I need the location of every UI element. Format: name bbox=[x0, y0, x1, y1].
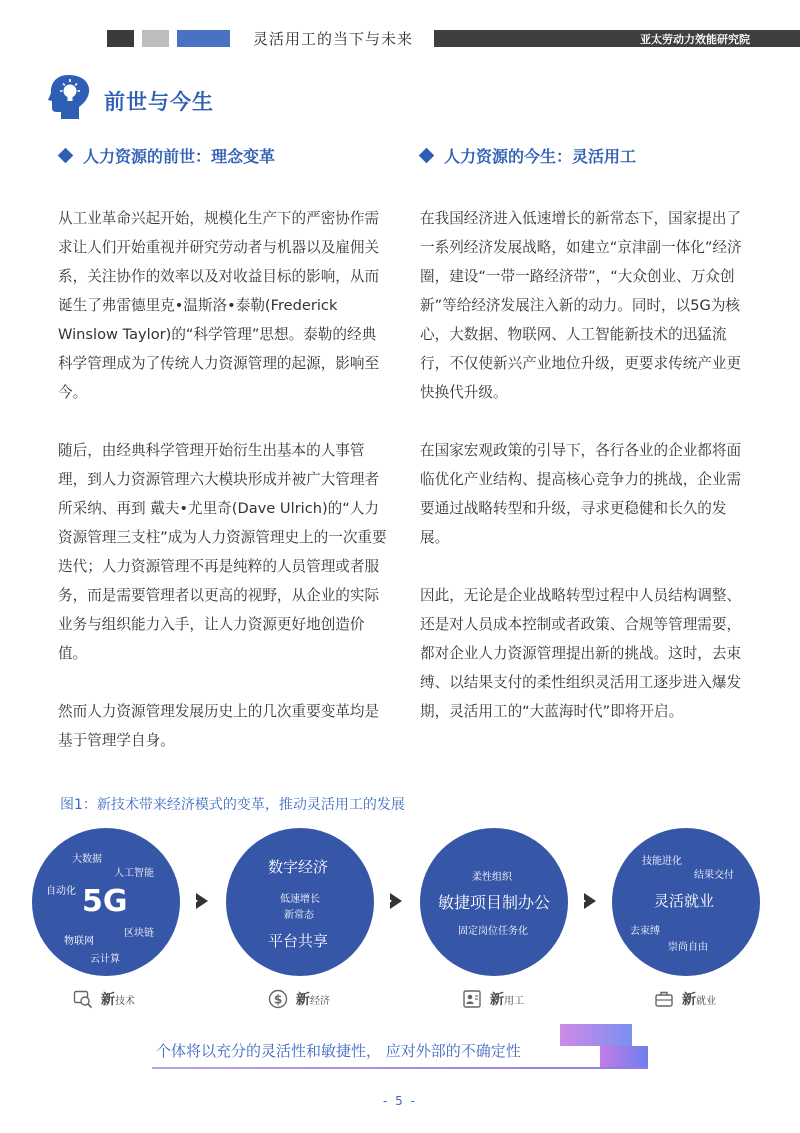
circle-term: 技能进化 bbox=[642, 856, 682, 867]
header-block-dark bbox=[107, 30, 134, 47]
label-new-economy bbox=[268, 988, 330, 1010]
tech-search-icon bbox=[73, 989, 93, 1009]
circle-new-technology bbox=[32, 828, 180, 976]
paragraph: 因此，无论是企业战略转型过程中人员结构调整、还是对人员成本控制或者政策、合规等管理需要，都对企业人力资源管理提出新的挑战。这时，去束缚、以结果支付的柔性组织灵活用工逐步进入爆发期，灵活用工的“大蓝海时代”即将开启。 bbox=[420, 587, 742, 720]
diamond-bullet-icon bbox=[419, 148, 435, 164]
left-heading bbox=[60, 144, 275, 167]
briefcase-icon bbox=[654, 989, 674, 1009]
paragraph: 在我国经济进入低速增长的新常态下，国家提出了一系列经济发展战略，如建立“京津副一体化”经济圈，建设“一带一路经济带”，“大众创业、万众创新”等给经济发展注入新的动力。同时，以5G为核心，大数据、物联网、人工智能新技术的迅猛流行，不仅使新兴产业地位升级，更要求传统产业更快换代升级。 bbox=[420, 210, 742, 401]
right-column bbox=[420, 204, 750, 755]
paragraph: 随后，由经典科学管理开始衍生出基本的人事管理，到人力资源管理六大模块形成并被广大管理者所采纳、再到 戴夫•尤里奇(Dave Ulrich)的“人力资源管理三支柱”成为人力资源管理史上的一次重要迭代；人力资源管理不再是纯粹的人员管理或者服务，而是需要管理者以更高的视野，从企业的实际业务与组织能力入手，让人力资源更好地创造价值。 bbox=[58, 442, 387, 662]
circle-term: 低速增长 bbox=[280, 894, 320, 905]
circle-main: 5G bbox=[82, 884, 128, 919]
arrow-icon bbox=[196, 893, 208, 909]
left-heading-text: 人力资源的前世：理念变革 bbox=[83, 147, 276, 166]
paragraph: 然而人力资源管理发展历史上的几次重要变革均是基于管理学自身。 bbox=[58, 703, 380, 749]
left-column bbox=[58, 204, 388, 784]
circle-term: 物联网 bbox=[64, 936, 94, 947]
label-big: 新 bbox=[490, 992, 504, 1008]
banner-text: 个体将以充分的灵活性和敏捷性， 应对外部的不确定性 bbox=[156, 1042, 521, 1060]
id-card-icon bbox=[462, 989, 482, 1009]
circle-term: 自动化 bbox=[46, 886, 76, 897]
organization-name: 亚太劳动力效能研究院 bbox=[640, 33, 750, 46]
circle-term: 平台共享 bbox=[268, 932, 329, 950]
paragraph: 从工业革命兴起开始，规模化生产下的严密协作需求让人们开始重视并研究劳动者与机器以及雇佣关系，关注协作的效率以及对收益目标的影响，从而诞生了弗雷德里克•温斯洛•泰勒(Frederick Winslow Taylor)的“科学管理”思想。泰勒的经典科学管理成为了传统人力资源管理的起源，影响至今。 bbox=[58, 210, 380, 401]
circle-term: 崇尚自由 bbox=[668, 942, 708, 953]
circle-term: 大数据 bbox=[72, 854, 102, 865]
banner-gradient bbox=[560, 1024, 632, 1046]
circle-new-employment-mode bbox=[420, 828, 568, 976]
figure-caption: 图1：新技术带来经济模式的变革，推动灵活用工的发展 bbox=[60, 797, 405, 813]
currency-coin-icon bbox=[268, 989, 288, 1009]
circle-term: 人工智能 bbox=[114, 868, 154, 879]
circle-term: 区块链 bbox=[124, 928, 154, 939]
label-big: 新 bbox=[682, 992, 696, 1008]
label-new-employment bbox=[462, 988, 524, 1010]
header-block-gray bbox=[142, 30, 169, 47]
circle-main: 灵活就业 bbox=[654, 892, 715, 910]
circle-main: 数字经济 bbox=[268, 858, 329, 876]
header-block-blue bbox=[177, 30, 230, 47]
label-small: 经济 bbox=[310, 995, 330, 1007]
right-heading-text: 人力资源的今生：灵活用工 bbox=[444, 147, 637, 166]
circle-term: 柔性组织 bbox=[472, 872, 512, 883]
right-heading bbox=[421, 144, 636, 167]
circle-term: 结果交付 bbox=[694, 870, 734, 881]
label-small: 用工 bbox=[504, 995, 524, 1007]
banner-gradient bbox=[600, 1046, 648, 1068]
circle-term: 云计算 bbox=[90, 954, 120, 965]
circle-term: 新常态 bbox=[284, 910, 314, 921]
paragraph: 在国家宏观政策的引导下，各行各业的企业都将面临优化产业结构、提高核心竞争力的挑战，企业需要通过战略转型和升级，寻求更稳健和长久的发展。 bbox=[420, 442, 742, 546]
lightbulb-head-icon bbox=[48, 73, 92, 119]
arrow-icon bbox=[584, 893, 596, 909]
label-big: 新 bbox=[101, 992, 115, 1008]
label-small: 技术 bbox=[115, 995, 135, 1007]
label-big: 新 bbox=[296, 992, 310, 1008]
banner-underline bbox=[152, 1067, 648, 1069]
circle-term: 固定岗位任务化 bbox=[458, 926, 528, 937]
circle-new-economy bbox=[226, 828, 374, 976]
label-new-jobs bbox=[654, 988, 716, 1010]
label-small: 就业 bbox=[696, 995, 716, 1007]
circle-new-jobs bbox=[612, 828, 760, 976]
document-title: 灵活用工的当下与未来 bbox=[253, 30, 414, 48]
label-new-technology bbox=[73, 988, 135, 1010]
diamond-bullet-icon bbox=[58, 148, 74, 164]
page-number: - 5 - bbox=[383, 1094, 417, 1108]
circle-main: 敏捷项目制办公 bbox=[438, 893, 551, 912]
circle-term: 去束缚 bbox=[630, 926, 660, 937]
section-title: 前世与今生 bbox=[104, 90, 214, 114]
arrow-icon bbox=[390, 893, 402, 909]
svg-text:$: $ bbox=[273, 992, 283, 1007]
